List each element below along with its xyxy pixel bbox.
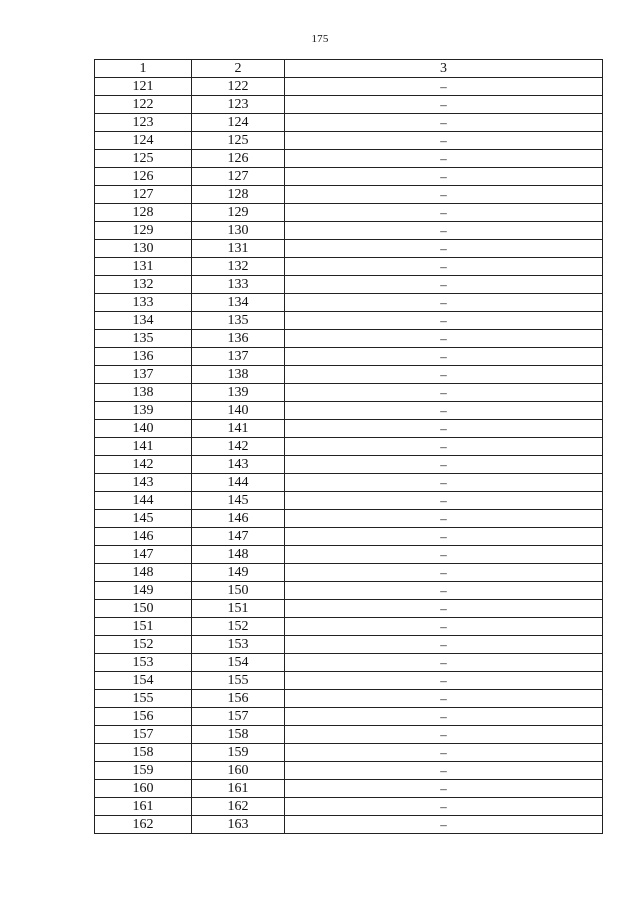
- table-row: [95, 600, 603, 618]
- table-cell-col-2: 138: [192, 366, 285, 384]
- table-row: [95, 294, 603, 312]
- page-number: 175: [311, 33, 329, 45]
- column-header-1: 1: [95, 60, 192, 78]
- table-cell-col-1: 137: [95, 366, 192, 384]
- table-cell-col-1: 128: [95, 204, 192, 222]
- table-cell-col-2: 130: [192, 222, 285, 240]
- table-cell-col-1: 139: [95, 402, 192, 420]
- table-cell-col-1: 145: [95, 510, 192, 528]
- table-cell-col-1: 158: [95, 744, 192, 762]
- table-cell-col-2: 147: [192, 528, 285, 546]
- table-row: [95, 744, 603, 762]
- table-cell-col-2: 156: [192, 690, 285, 708]
- table-row: [95, 762, 603, 780]
- table-cell-col-2: 157: [192, 708, 285, 726]
- table-row: [95, 654, 603, 672]
- table-cell-col-3: –: [285, 186, 603, 204]
- table-cell-col-2: 153: [192, 636, 285, 654]
- table-row: [95, 474, 603, 492]
- table-cell-col-3: –: [285, 456, 603, 474]
- table-cell-col-3: –: [285, 636, 603, 654]
- table-cell-col-3: –: [285, 420, 603, 438]
- table-cell-col-1: 123: [95, 114, 192, 132]
- table-cell-col-1: 143: [95, 474, 192, 492]
- table-row: [95, 150, 603, 168]
- table-cell-col-1: 141: [95, 438, 192, 456]
- table-cell-col-1: 140: [95, 420, 192, 438]
- table-row: [95, 96, 603, 114]
- table-row: [95, 402, 603, 420]
- table-cell-col-1: 126: [95, 168, 192, 186]
- table-body: [95, 78, 603, 834]
- table-cell-col-3: –: [285, 690, 603, 708]
- table-cell-col-1: 121: [95, 78, 192, 96]
- table-row: [95, 510, 603, 528]
- table-cell-col-1: 162: [95, 816, 192, 834]
- table-cell-col-1: 147: [95, 546, 192, 564]
- table-cell-col-3: –: [285, 222, 603, 240]
- table-cell-col-2: 134: [192, 294, 285, 312]
- table-cell-col-2: 143: [192, 456, 285, 474]
- table-cell-col-2: 150: [192, 582, 285, 600]
- table-cell-col-3: –: [285, 492, 603, 510]
- table-cell-col-3: –: [285, 528, 603, 546]
- table-row: [95, 348, 603, 366]
- table-cell-col-1: 154: [95, 672, 192, 690]
- table-cell-col-1: 153: [95, 654, 192, 672]
- table-cell-col-1: 129: [95, 222, 192, 240]
- table-cell-col-3: –: [285, 294, 603, 312]
- table-row: [95, 366, 603, 384]
- table-cell-col-2: 133: [192, 276, 285, 294]
- table-cell-col-3: –: [285, 276, 603, 294]
- table-cell-col-1: 133: [95, 294, 192, 312]
- table-row: [95, 276, 603, 294]
- table-cell-col-2: 122: [192, 78, 285, 96]
- table-cell-col-1: 124: [95, 132, 192, 150]
- table-cell-col-2: 151: [192, 600, 285, 618]
- table-row: [95, 780, 603, 798]
- table-cell-col-3: –: [285, 366, 603, 384]
- table-cell-col-2: 127: [192, 168, 285, 186]
- table-cell-col-1: 156: [95, 708, 192, 726]
- table-cell-col-1: 142: [95, 456, 192, 474]
- table-row: [95, 240, 603, 258]
- table-cell-col-2: 152: [192, 618, 285, 636]
- table-cell-col-3: –: [285, 744, 603, 762]
- table-cell-col-1: 130: [95, 240, 192, 258]
- table-cell-col-3: –: [285, 600, 603, 618]
- table-cell-col-1: 160: [95, 780, 192, 798]
- table-row: [95, 438, 603, 456]
- table-cell-col-2: 124: [192, 114, 285, 132]
- table-cell-col-1: 150: [95, 600, 192, 618]
- table-cell-col-3: –: [285, 798, 603, 816]
- table-cell-col-2: 139: [192, 384, 285, 402]
- table-cell-col-3: –: [285, 240, 603, 258]
- table-cell-col-1: 125: [95, 150, 192, 168]
- table-row: [95, 132, 603, 150]
- table-cell-col-3: –: [285, 78, 603, 96]
- table-row: [95, 420, 603, 438]
- table-row: [95, 78, 603, 96]
- table-cell-col-3: –: [285, 816, 603, 834]
- table-cell-col-2: 136: [192, 330, 285, 348]
- table-cell-col-3: –: [285, 438, 603, 456]
- table-row: [95, 168, 603, 186]
- table-cell-col-2: 158: [192, 726, 285, 744]
- table-cell-col-1: 135: [95, 330, 192, 348]
- table-cell-col-2: 137: [192, 348, 285, 366]
- table-cell-col-2: 126: [192, 150, 285, 168]
- table-cell-col-2: 129: [192, 204, 285, 222]
- table-cell-col-1: 161: [95, 798, 192, 816]
- table-cell-col-3: –: [285, 132, 603, 150]
- table-row: [95, 528, 603, 546]
- table-header-row: [95, 60, 603, 78]
- column-header-3: 3: [285, 60, 603, 78]
- table-cell-col-2: 148: [192, 546, 285, 564]
- table-cell-col-3: –: [285, 474, 603, 492]
- table-row: [95, 330, 603, 348]
- data-table: [94, 59, 603, 834]
- table-cell-col-3: –: [285, 654, 603, 672]
- table-cell-col-1: 151: [95, 618, 192, 636]
- table-header: [95, 60, 603, 78]
- table-cell-col-3: –: [285, 510, 603, 528]
- table-cell-col-2: 141: [192, 420, 285, 438]
- column-header-2: 2: [192, 60, 285, 78]
- table-cell-col-1: 138: [95, 384, 192, 402]
- table-cell-col-2: 142: [192, 438, 285, 456]
- table-cell-col-2: 123: [192, 96, 285, 114]
- table-row: [95, 546, 603, 564]
- table-cell-col-1: 122: [95, 96, 192, 114]
- table-row: [95, 492, 603, 510]
- table-cell-col-3: –: [285, 564, 603, 582]
- table-row: [95, 636, 603, 654]
- table-row: [95, 708, 603, 726]
- table-cell-col-3: –: [285, 330, 603, 348]
- table-row: [95, 564, 603, 582]
- table-cell-col-2: 140: [192, 402, 285, 420]
- table-cell-col-1: 132: [95, 276, 192, 294]
- table-cell-col-3: –: [285, 204, 603, 222]
- table-row: [95, 816, 603, 834]
- table-cell-col-2: 135: [192, 312, 285, 330]
- table-row: [95, 456, 603, 474]
- table-cell-col-3: –: [285, 726, 603, 744]
- table-cell-col-2: 154: [192, 654, 285, 672]
- table-row: [95, 258, 603, 276]
- table-cell-col-1: 127: [95, 186, 192, 204]
- table-cell-col-2: 159: [192, 744, 285, 762]
- table-cell-col-1: 131: [95, 258, 192, 276]
- table-cell-col-3: –: [285, 150, 603, 168]
- table-cell-col-2: 131: [192, 240, 285, 258]
- table-cell-col-3: –: [285, 348, 603, 366]
- table-row: [95, 726, 603, 744]
- table-cell-col-2: 162: [192, 798, 285, 816]
- table-cell-col-3: –: [285, 402, 603, 420]
- table-cell-col-1: 152: [95, 636, 192, 654]
- table-cell-col-3: –: [285, 384, 603, 402]
- table-cell-col-3: –: [285, 258, 603, 276]
- table-row: [95, 114, 603, 132]
- table-cell-col-2: 146: [192, 510, 285, 528]
- table-cell-col-2: 128: [192, 186, 285, 204]
- table-cell-col-1: 144: [95, 492, 192, 510]
- table-row: [95, 312, 603, 330]
- table-cell-col-3: –: [285, 96, 603, 114]
- table-row: [95, 222, 603, 240]
- table-cell-col-2: 132: [192, 258, 285, 276]
- table-cell-col-1: 157: [95, 726, 192, 744]
- table-cell-col-2: 149: [192, 564, 285, 582]
- table-row: [95, 384, 603, 402]
- table-row: [95, 672, 603, 690]
- table-cell-col-3: –: [285, 618, 603, 636]
- table-cell-col-2: 125: [192, 132, 285, 150]
- table-cell-col-3: –: [285, 780, 603, 798]
- table-cell-col-1: 148: [95, 564, 192, 582]
- table-cell-col-1: 146: [95, 528, 192, 546]
- table-row: [95, 186, 603, 204]
- table-row: [95, 582, 603, 600]
- table-cell-col-2: 144: [192, 474, 285, 492]
- table-cell-col-3: –: [285, 312, 603, 330]
- table-cell-col-2: 145: [192, 492, 285, 510]
- table-cell-col-3: –: [285, 546, 603, 564]
- table-cell-col-1: 136: [95, 348, 192, 366]
- table-row: [95, 690, 603, 708]
- table-cell-col-2: 160: [192, 762, 285, 780]
- table-cell-col-2: 155: [192, 672, 285, 690]
- table-cell-col-3: –: [285, 168, 603, 186]
- table-row: [95, 798, 603, 816]
- table-cell-col-3: –: [285, 114, 603, 132]
- table-cell-col-1: 155: [95, 690, 192, 708]
- table-row: [95, 618, 603, 636]
- table-cell-col-2: 161: [192, 780, 285, 798]
- table-cell-col-1: 149: [95, 582, 192, 600]
- table-cell-col-3: –: [285, 672, 603, 690]
- table-cell-col-2: 163: [192, 816, 285, 834]
- table-cell-col-1: 159: [95, 762, 192, 780]
- table-cell-col-3: –: [285, 582, 603, 600]
- table-cell-col-1: 134: [95, 312, 192, 330]
- table-cell-col-3: –: [285, 708, 603, 726]
- table-cell-col-3: –: [285, 762, 603, 780]
- table-row: [95, 204, 603, 222]
